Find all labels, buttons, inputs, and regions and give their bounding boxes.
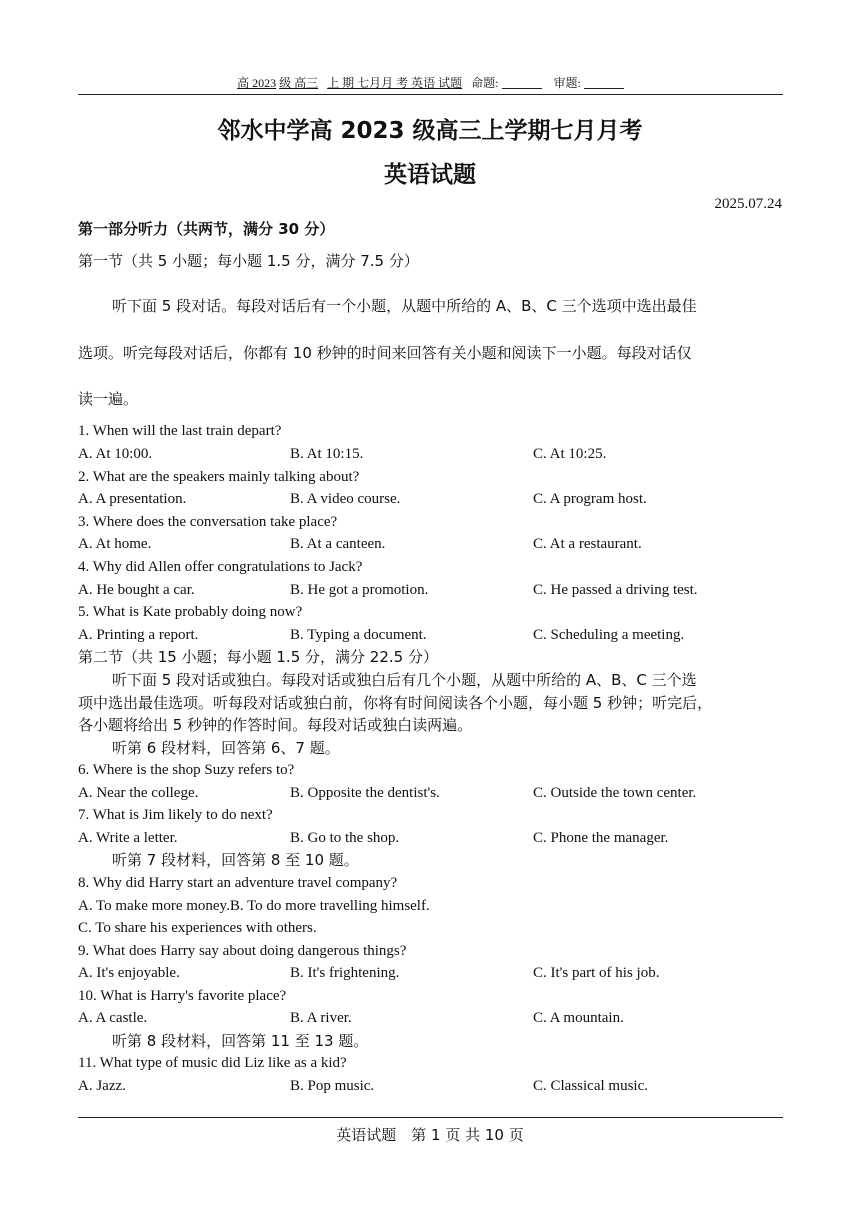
options-5 <box>78 625 783 645</box>
option-2b: B. A video course. <box>290 491 401 507</box>
option-8ab: A. To make more money.B. To do more travelling himself. <box>78 898 430 914</box>
question-6: 6. Where is the shop Suzy refers to? <box>78 762 295 778</box>
options-11 <box>78 1076 783 1096</box>
option-10c: C. A mountain. <box>533 1010 624 1026</box>
option-3a: A. At home. <box>78 536 152 552</box>
section1-instr-line3: 读一遍。 <box>78 390 139 408</box>
option-8c: C. To share his experiences with others. <box>78 920 317 936</box>
option-5b: B. Typing a document. <box>290 627 427 643</box>
option-4a: A. He bought a car. <box>78 582 195 598</box>
listen-instruction-7: 听第 7 段材料，回答第 8 至 10 题。 <box>112 851 359 869</box>
question-5: 5. What is Kate probably doing now? <box>78 604 303 620</box>
page-header <box>78 72 783 95</box>
option-1b: B. At 10:15. <box>290 446 364 462</box>
exam-title: 邻水中学高 2023 级高三上学期七月月考 <box>217 118 643 144</box>
setter-blank <box>502 76 542 89</box>
option-4c: C. He passed a driving test. <box>533 582 698 598</box>
option-6b: B. Opposite the dentist's. <box>290 785 440 801</box>
options-3 <box>78 534 783 554</box>
options-9 <box>78 963 783 983</box>
option-1c: C. At 10:25. <box>533 446 607 462</box>
option-1a: A. At 10:00. <box>78 446 153 462</box>
option-9c: C. It's part of his job. <box>533 965 660 981</box>
option-3c: C. At a restaurant. <box>533 536 642 552</box>
option-7b: B. Go to the shop. <box>290 830 400 846</box>
header-setter-label: 命题: <box>471 76 499 90</box>
option-9a: A. It's enjoyable. <box>78 965 180 981</box>
section2-instr-line2: 项中选出最佳选项。听每段对话或独白前，你将有时间阅读各个小题，每小题 5 秒钟；听完后， <box>78 694 713 712</box>
option-11a: A. Jazz. <box>78 1078 126 1094</box>
option-10b: B. A river. <box>290 1010 352 1026</box>
question-8: 8. Why did Harry start an adventure travel company? <box>78 875 398 891</box>
part1-title: 第一部分听力（共两节，满分 30 分） <box>78 220 335 238</box>
option-10a: A. A castle. <box>78 1010 148 1026</box>
option-5c: C. Scheduling a meeting. <box>533 627 685 643</box>
option-4b: B. He got a promotion. <box>290 582 429 598</box>
option-11b: B. Pop music. <box>290 1078 375 1094</box>
options-4 <box>78 580 783 600</box>
options-2 <box>78 489 783 509</box>
options-6 <box>78 783 783 803</box>
section1-instr-line1: 听下面 5 段对话。每段对话后有一个小题，从题中所给的 A、B、C 三个选项中选出最佳 <box>112 297 697 315</box>
question-7: 7. What is Jim likely to do next? <box>78 807 273 823</box>
exam-date: 2025.07.24 <box>714 196 782 212</box>
listen-instruction-6: 听第 6 段材料，回答第 6、7 题。 <box>112 739 340 757</box>
header-grade: 高 2023 <box>237 76 277 90</box>
option-7c: C. Phone the manager. <box>533 830 669 846</box>
reviewer-blank <box>584 76 624 89</box>
question-10: 10. What is Harry's favorite place? <box>78 988 287 1004</box>
question-9: 9. What does Harry say about doing dangerous things? <box>78 943 407 959</box>
option-6a: A. Near the college. <box>78 785 199 801</box>
section1-instr-line2: 选项。听完每段对话后，你都有 10 秒钟的时间来回答有关小题和阅读下一小题。每段对话仅 <box>78 344 692 362</box>
option-3b: B. At a canteen. <box>290 536 386 552</box>
page-footer: 英语试题 第 1 页 共 10 页 <box>336 1126 524 1144</box>
footer-divider <box>78 1117 783 1118</box>
option-7a: A. Write a letter. <box>78 830 178 846</box>
option-5a: A. Printing a report. <box>78 627 199 643</box>
section2-title: 第二节（共 15 小题；每小题 1.5 分，满分 22.5 分） <box>78 648 438 666</box>
options-7 <box>78 828 783 848</box>
header-exam: 上 期 七月月 考 英语 试题 <box>327 76 463 90</box>
section2-instr-line3: 各小题将给出 5 秒钟的作答时间。每段对话或独白读两遍。 <box>78 716 473 734</box>
options-10 <box>78 1008 783 1028</box>
question-3: 3. Where does the conversation take place? <box>78 514 338 530</box>
option-2c: C. A program host. <box>533 491 647 507</box>
option-2a: A. A presentation. <box>78 491 187 507</box>
options-1 <box>78 444 783 464</box>
exam-subtitle: 英语试题 <box>384 162 476 188</box>
question-1: 1. When will the last train depart? <box>78 423 282 439</box>
listen-instruction-8: 听第 8 段材料，回答第 11 至 13 题。 <box>112 1032 369 1050</box>
question-11: 11. What type of music did Liz like as a kid? <box>78 1055 347 1071</box>
question-4: 4. Why did Allen offer congratulations to Jack? <box>78 559 363 575</box>
header-reviewer-label: 审题: <box>553 76 581 90</box>
question-2: 2. What are the speakers mainly talking about? <box>78 469 360 485</box>
option-6c: C. Outside the town center. <box>533 785 697 801</box>
option-9b: B. It's frightening. <box>290 965 400 981</box>
option-11c: C. Classical music. <box>533 1078 648 1094</box>
section2-instr-line1: 听下面 5 段对话或独白。每段对话或独白后有几个小题，从题中所给的 A、B、C 三个选 <box>112 671 697 689</box>
header-class: 级 高三 <box>279 76 319 90</box>
section1-title: 第一节（共 5 小题；每小题 1.5 分，满分 7.5 分） <box>78 252 419 270</box>
